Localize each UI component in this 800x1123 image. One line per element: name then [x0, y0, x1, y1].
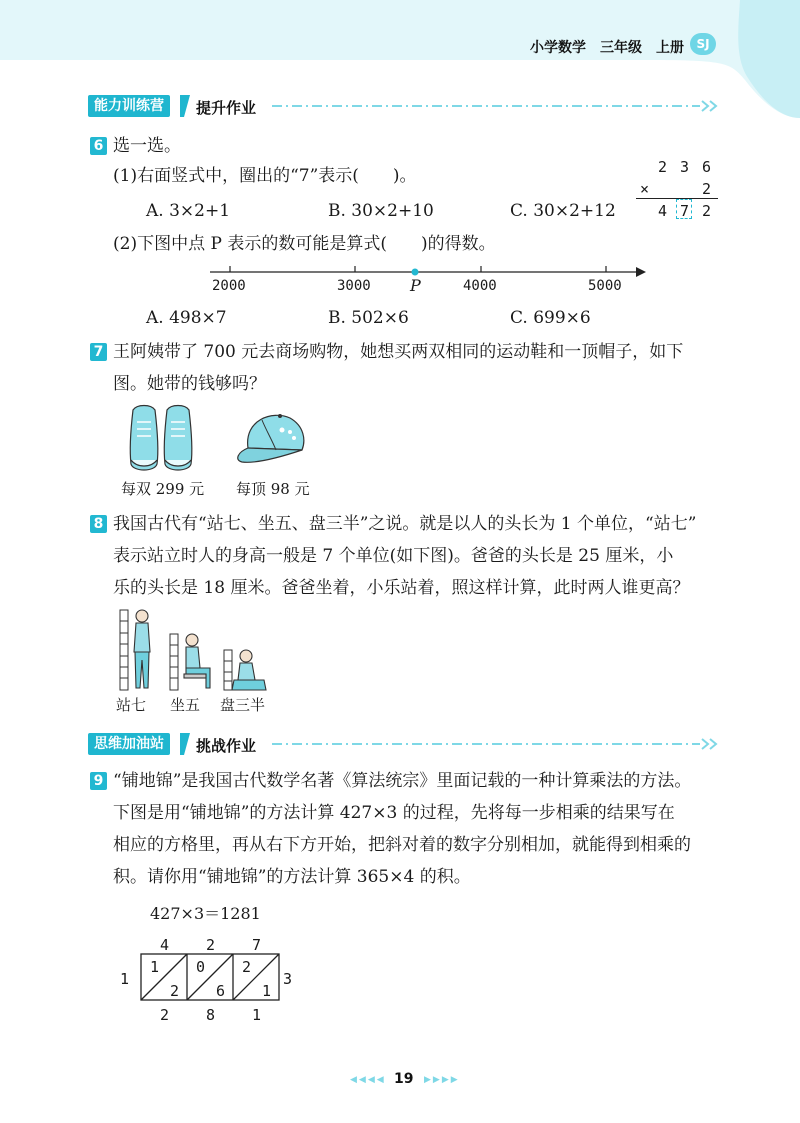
q9-line-1: “铺地锦”是我国古代数学名著《算法统宗》里面记载的一种计算乘法的方法。 [113, 771, 692, 791]
label-cross-legged: 盘三半 [220, 696, 266, 714]
question-number-7: 7 [90, 343, 107, 361]
label-stand-seven: 站七 [116, 696, 147, 714]
cell-1-top: 1 [150, 958, 160, 976]
q7-line-1: 王阿姨带了 700 元去商场购物，她想买两双相同的运动鞋和一顶帽子，如下 [113, 342, 684, 362]
section-subtitle-improve: 提升作业 [196, 99, 257, 117]
tag-notch-icon [180, 95, 194, 117]
calc-multiplier: 2 [702, 180, 712, 198]
shoe-price-label: 每双 299 元 [121, 480, 205, 498]
q9-line-4: 积。请你用“铺地锦”的方法计算 365×4 的积。 [113, 867, 471, 887]
lattice-grid [140, 953, 280, 1001]
calc-result-digit-3: 2 [702, 202, 712, 220]
question-number-9: 9 [90, 772, 107, 790]
q6-stem: 选一选。 [113, 136, 181, 156]
q9-line-3: 相应的方格里，再从右下方开始，把斜对着的数字分别相加，就能得到相乘的 [113, 835, 691, 855]
posture-figures [118, 606, 278, 692]
section-subtitle-challenge: 挑战作业 [196, 737, 257, 755]
grid-left-digit: 1 [120, 970, 130, 988]
q6-p1-option-c[interactable]: C. 30×2+12 [510, 201, 616, 221]
q9-line-2: 下图是用“铺地锦”的方法计算 427×3 的过程，先将每一步相乘的结果写在 [113, 803, 675, 823]
q8-line-1: 我国古代有“站七、坐五、盘三半”之说。就是以人的头长为 1 个单位，“站七” [113, 514, 697, 534]
cell-2-bottom: 6 [216, 982, 226, 1000]
q8-line-3: 乐的头长是 18 厘米。爸爸坐着，小乐站着，照这样计算，此时两人谁更高？ [113, 578, 690, 598]
grid-top-digit-1: 4 [160, 936, 170, 954]
label-sit-five: 坐五 [170, 696, 201, 714]
q9-equation: 427×3＝1281 [150, 904, 261, 923]
section-dash-line [272, 736, 720, 752]
q7-line-2: 图。她带的钱够吗？ [113, 374, 266, 394]
question-number-8: 8 [90, 515, 107, 533]
book-title: 小学数学 三年级 上册 [530, 40, 684, 56]
tick-label-2000: 2000 [212, 278, 246, 294]
hat-price-label: 每顶 98 元 [236, 480, 310, 498]
question-number-6: 6 [90, 137, 107, 155]
cell-3-bottom: 1 [262, 982, 272, 1000]
calc-multiply-sign: × [640, 180, 650, 198]
number-line [210, 262, 650, 282]
grid-bottom-digit-2: 8 [206, 1006, 216, 1024]
grid-top-digit-2: 2 [206, 936, 216, 954]
q6-p1-option-b[interactable]: B. 30×2+10 [328, 201, 434, 221]
tick-label-3000: 3000 [337, 278, 371, 294]
point-label-p: P [410, 276, 421, 295]
q6-part1-text: (1)右面竖式中，圈出的“7”表示( )。 [113, 166, 417, 186]
section-tag-training: 能力训练营 [88, 95, 170, 117]
calc-top-digit-1: 2 [658, 158, 668, 176]
q6-p2-option-b[interactable]: B. 502×6 [328, 308, 409, 328]
section-dash-line [272, 98, 720, 114]
tick-label-5000: 5000 [588, 278, 622, 294]
q6-part2-text: (2)下图中点 P 表示的数可能是算式( )的得数。 [113, 234, 496, 254]
q8-line-2: 表示站立时人的身高一般是 7 个单位(如下图)。爸爸的头长是 25 厘米，小 [113, 546, 674, 566]
cell-1-bottom: 2 [170, 982, 180, 1000]
q6-p1-option-a[interactable]: A. 3×2+1 [146, 201, 231, 221]
cell-3-top: 2 [242, 958, 252, 976]
calc-top-digit-2: 3 [680, 158, 690, 176]
tag-notch-icon [180, 733, 194, 755]
calc-result-digit-2: 7 [680, 202, 690, 220]
calc-top-digit-3: 6 [702, 158, 712, 176]
circled-digit-highlight [676, 199, 692, 219]
page-number: 19 [394, 1071, 414, 1087]
grid-right-digit: 3 [283, 970, 293, 988]
footer-left-arrows-icon: ◀◀◀◀ [350, 1075, 386, 1085]
tick-label-4000: 4000 [463, 278, 497, 294]
sneakers-icon [125, 402, 201, 474]
grid-top-digit-3: 7 [252, 936, 262, 954]
calc-result-digit-1: 4 [658, 202, 668, 220]
section-tag-thinking: 思维加油站 [88, 733, 170, 755]
footer-right-arrows-icon: ▶▶▶▶ [424, 1075, 460, 1085]
edition-badge: SJ [690, 33, 716, 55]
q6-p2-option-a[interactable]: A. 498×7 [146, 308, 227, 328]
cell-2-top: 0 [196, 958, 206, 976]
grid-bottom-digit-1: 2 [160, 1006, 170, 1024]
cap-icon [232, 408, 312, 466]
grid-bottom-digit-3: 1 [252, 1006, 262, 1024]
q6-p2-option-c[interactable]: C. 699×6 [510, 308, 591, 328]
